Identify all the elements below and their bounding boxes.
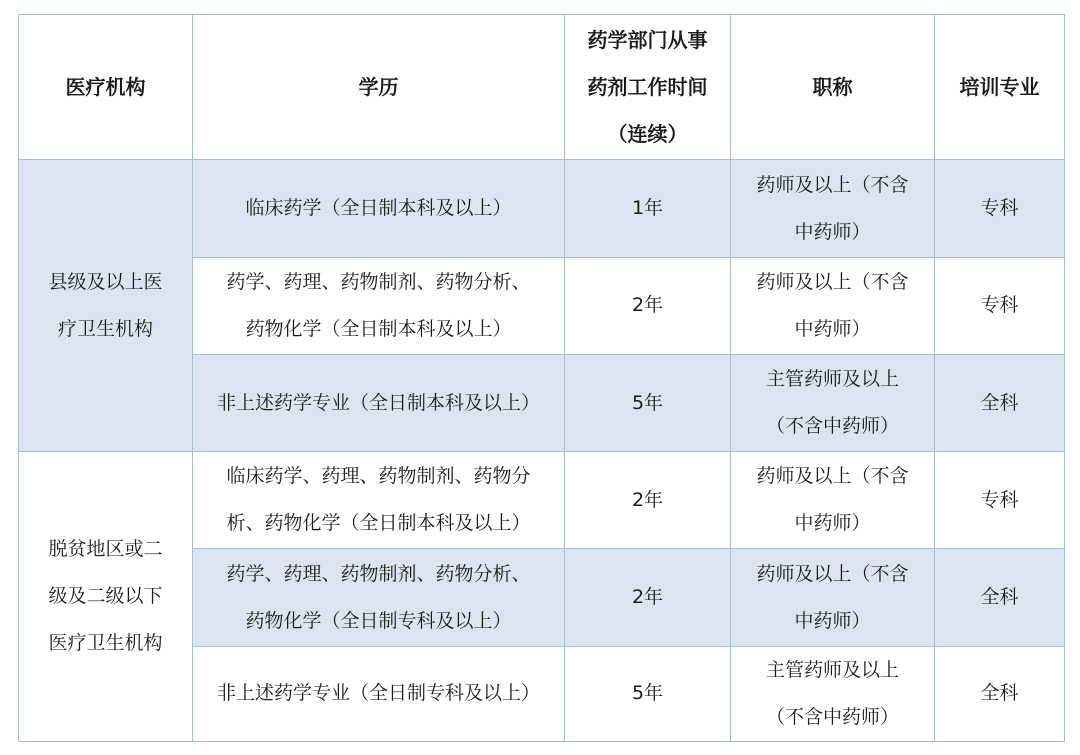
header-work-time-text: 药学部门从事药剂工作时间（连续） <box>587 27 708 146</box>
table-row <box>19 160 1065 257</box>
title-cell <box>731 160 935 257</box>
years-cell: 2年 <box>565 257 731 354</box>
years-cell: 5年 <box>565 646 731 741</box>
title-text: 主管药师及以上（不含中药师） <box>765 368 899 438</box>
header-education: 学历 <box>193 15 565 160</box>
header-work-time <box>565 15 731 160</box>
title-text: 药师及以上（不含中药师） <box>756 173 909 243</box>
education-cell <box>193 549 565 646</box>
education-cell <box>193 452 565 549</box>
title-text: 药师及以上（不含中药师） <box>756 562 909 632</box>
table-row <box>19 452 1065 549</box>
title-text: 药师及以上（不含中药师） <box>756 465 909 535</box>
title-text: 主管药师及以上（不含中药师） <box>765 658 899 728</box>
title-cell <box>731 549 935 646</box>
institution-text: 县级及以上医疗卫生机构 <box>48 270 163 340</box>
education-cell <box>193 257 565 354</box>
specialty-cell: 全科 <box>935 549 1065 646</box>
education-text: 临床药学、药理、药物制剂、药物分析、药物化学（全日制本科及以上） <box>226 465 531 535</box>
specialty-cell: 专科 <box>935 160 1065 257</box>
institution-cell <box>19 160 193 452</box>
header-specialty: 培训专业 <box>935 15 1065 160</box>
specialty-cell: 全科 <box>935 354 1065 451</box>
institution-cell <box>19 452 193 742</box>
years-cell: 5年 <box>565 354 731 451</box>
education-text: 药学、药理、药物制剂、药物分析、药物化学（全日制本科及以上） <box>226 270 531 340</box>
table-header-row <box>19 15 1065 160</box>
title-cell <box>731 354 935 451</box>
education-cell: 临床药学（全日制本科及以上） <box>193 160 565 257</box>
pharmacist-requirements-table <box>18 14 1065 742</box>
education-cell: 非上述药学专业（全日制专科及以上） <box>193 646 565 741</box>
years-cell: 2年 <box>565 549 731 646</box>
specialty-cell: 全科 <box>935 646 1065 741</box>
header-institution: 医疗机构 <box>19 15 193 160</box>
title-cell <box>731 646 935 741</box>
title-text: 药师及以上（不含中药师） <box>756 270 909 340</box>
title-cell <box>731 257 935 354</box>
education-cell: 非上述药学专业（全日制本科及以上） <box>193 354 565 451</box>
title-cell <box>731 452 935 549</box>
education-text: 药学、药理、药物制剂、药物分析、药物化学（全日制专科及以上） <box>226 562 531 632</box>
years-cell: 1年 <box>565 160 731 257</box>
specialty-cell: 专科 <box>935 452 1065 549</box>
header-title: 职称 <box>731 15 935 160</box>
institution-text: 脱贫地区或二级及二级以下医疗卫生机构 <box>48 538 163 655</box>
specialty-cell: 专科 <box>935 257 1065 354</box>
years-cell: 2年 <box>565 452 731 549</box>
